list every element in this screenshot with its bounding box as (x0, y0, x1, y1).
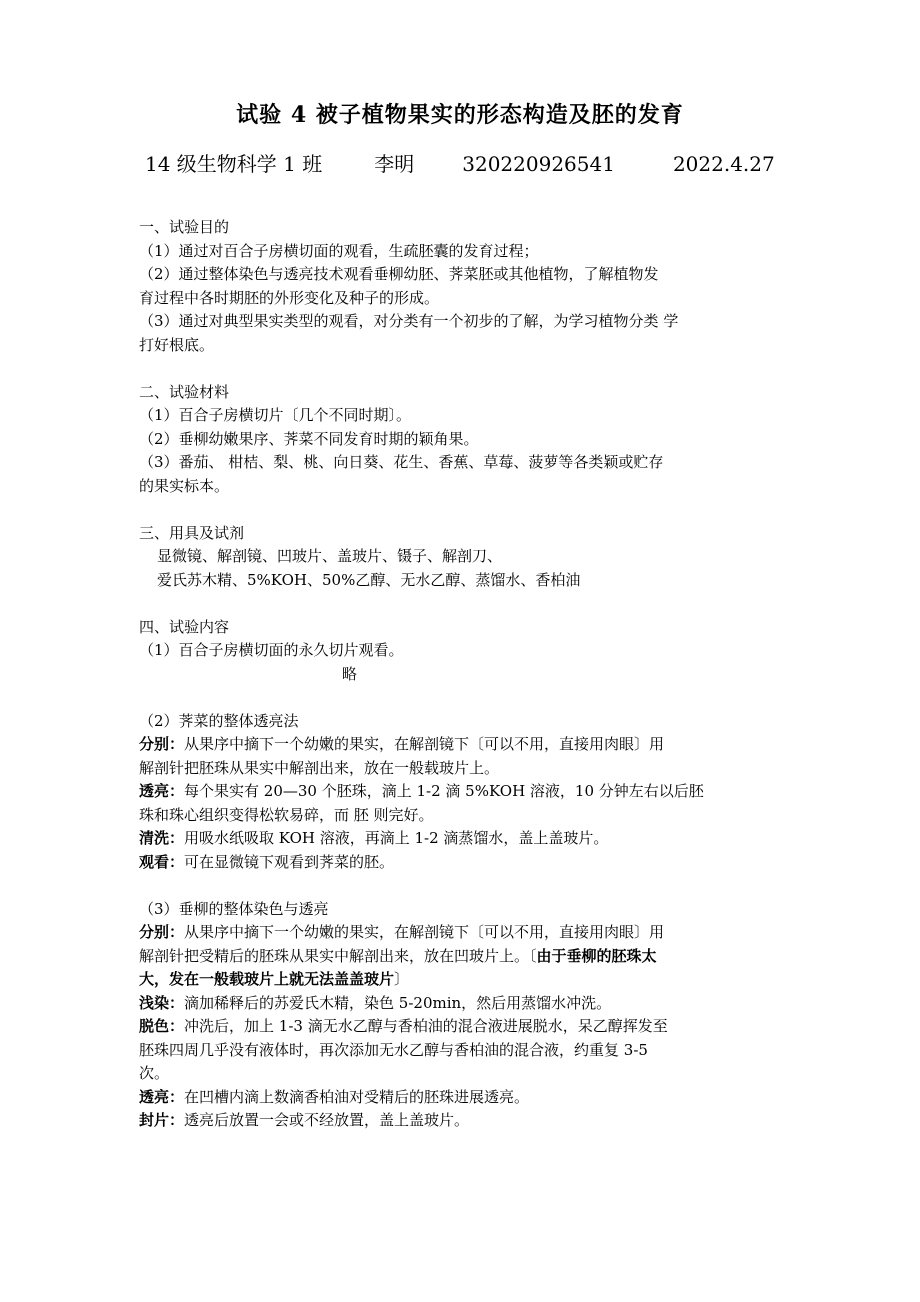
objective-1: （1）通过对百合子房横切面的观看，生疏胚囊的发育过程； (139, 241, 539, 260)
content-3-heading: （3）垂柳的整体染色与透亮 (139, 899, 329, 918)
step-label: 透亮： (139, 782, 185, 800)
author-info (145, 148, 795, 180)
step-decolor-cont: 胚珠四周几乎没有液体时，再次添加无水乙醇与香柏油的混合液，约重复 3-5 (139, 1040, 648, 1059)
document-body (139, 216, 794, 1133)
step-separation: 分别：从果序中摘下一个幼嫩的果实，在解剖镜下〔可以不用，直接用肉眼〕用 (139, 735, 665, 753)
author-name: 李明 (374, 152, 415, 176)
objective-3-line-2: 打好根底。 (139, 335, 215, 354)
step-separation: 分别：从果序中摘下一个幼嫩的果实，在解剖镜下〔可以不用，直接用肉眼〕用 (139, 923, 665, 941)
bold-note: 大，发在一般载玻片上就无法盖盖玻片 (139, 970, 395, 988)
step-washing: 清洗：用吸水纸吸取 KOH 溶液，再滴上 1-2 滴蒸馏水，盖上盖玻片。 (139, 829, 609, 847)
section-2-heading: 二、试验材料 (139, 382, 230, 401)
step-observe: 观看：可在显微镜下观看到荠菜的胚。 (139, 852, 395, 871)
step-label: 封片： (139, 1111, 185, 1129)
step-label: 脱色： (139, 1017, 185, 1035)
step-label: 清洗： (139, 829, 185, 847)
section-1-heading: 一、试验目的 (139, 218, 230, 236)
document-title: 试验 4 被子植物果实的形态构造及胚的发育 (236, 102, 684, 128)
step-decolor-cont-2: 次。 (139, 1064, 170, 1082)
section-3-heading: 三、用具及试剂 (139, 523, 245, 542)
step-mounting: 封片：透亮后放置一会或不经放置，盖上盖玻片。 (139, 1111, 470, 1129)
content-1: （1）百合子房横切面的永久切片观看。 (139, 641, 404, 659)
step-clearing: 透亮：每个果实有 20—30 个胚珠，滴上 1-2 滴 5%KOH 溶液，10 分钟左右以后胚 (139, 782, 704, 800)
section-4-heading: 四、试验内容 (139, 617, 230, 636)
material-1: （1）百合子房横切片〔几个不同时期〕。 (139, 406, 412, 424)
step-separation-cont: 解剖针把受精后的胚珠从果实中解剖出来，放在凹玻片上。〔由于垂柳的胚珠太 (139, 946, 657, 965)
step-label: 观看： (139, 852, 185, 871)
material-3-line-2: 的果实标本。 (139, 476, 230, 495)
bold-note: 由于垂柳的胚珠太 (536, 946, 657, 965)
step-clearing: 透亮：在凹槽内滴上数滴香柏油对受精后的胚珠进展透亮。 (139, 1087, 530, 1106)
step-label: 浅染： (139, 993, 185, 1012)
step-separation-cont-2: 大，发在一般载玻片上就无法盖盖玻片〕 (139, 970, 410, 988)
step-label: 分别： (139, 923, 185, 941)
reagent-list: 爱氏苏木精、5%KOH、50%乙醇、无水乙醇、蒸馏水、香柏油 (157, 570, 581, 589)
step-decolor: 脱色：冲洗后，加上 1-3 滴无水乙醇与香柏油的混合液进展脱水，呆乙醇挥发至 (139, 1017, 668, 1035)
material-3-line-1: （3）番茄、 柑桔、梨、桃、向日葵、花生、香蕉、草莓、菠萝等各类颖或贮存 (139, 453, 664, 471)
step-label: 透亮： (139, 1087, 185, 1106)
material-2: （2）垂柳幼嫩果序、荠菜不同发育时期的颖角果。 (139, 429, 479, 448)
objective-3-line-1: （3）通过对典型果实类型的观看，对分类有一个初步的了解，为学习植物分类 学 (139, 312, 679, 330)
report-date: 2022.4.27 (672, 152, 775, 176)
content-2-heading: （2）荠菜的整体透亮法 (139, 711, 299, 730)
objective-2-line-1: （2）通过整体染色与透亮技术观看垂柳幼胚、荠菜胚或其他植物，了解植物发 (139, 265, 659, 283)
step-separation-cont: 解剖针把胚珠从果实中解剖出来，放在一般载玻片上。 (139, 758, 500, 777)
class-info: 14 级生物科学 1 班 (145, 152, 323, 176)
step-label: 分别： (139, 735, 185, 753)
step-clearing-cont: 珠和珠心组织变得松软易碎，而 胚 则完好。 (139, 805, 434, 824)
step-staining: 浅染：滴加稀释后的苏爱氏木精，染色 5-20min，然后用蒸馏水冲洗。 (139, 993, 612, 1012)
equipment-list: 显微镜、解剖镜、凹玻片、盖玻片、镊子、解剖刀、 (157, 547, 503, 565)
content-1-note: 略 (342, 664, 358, 683)
objective-2-line-2: 育过程中各时期胚的外形变化及种子的形成。 (139, 288, 440, 307)
student-id: 320220926541 (462, 152, 615, 176)
